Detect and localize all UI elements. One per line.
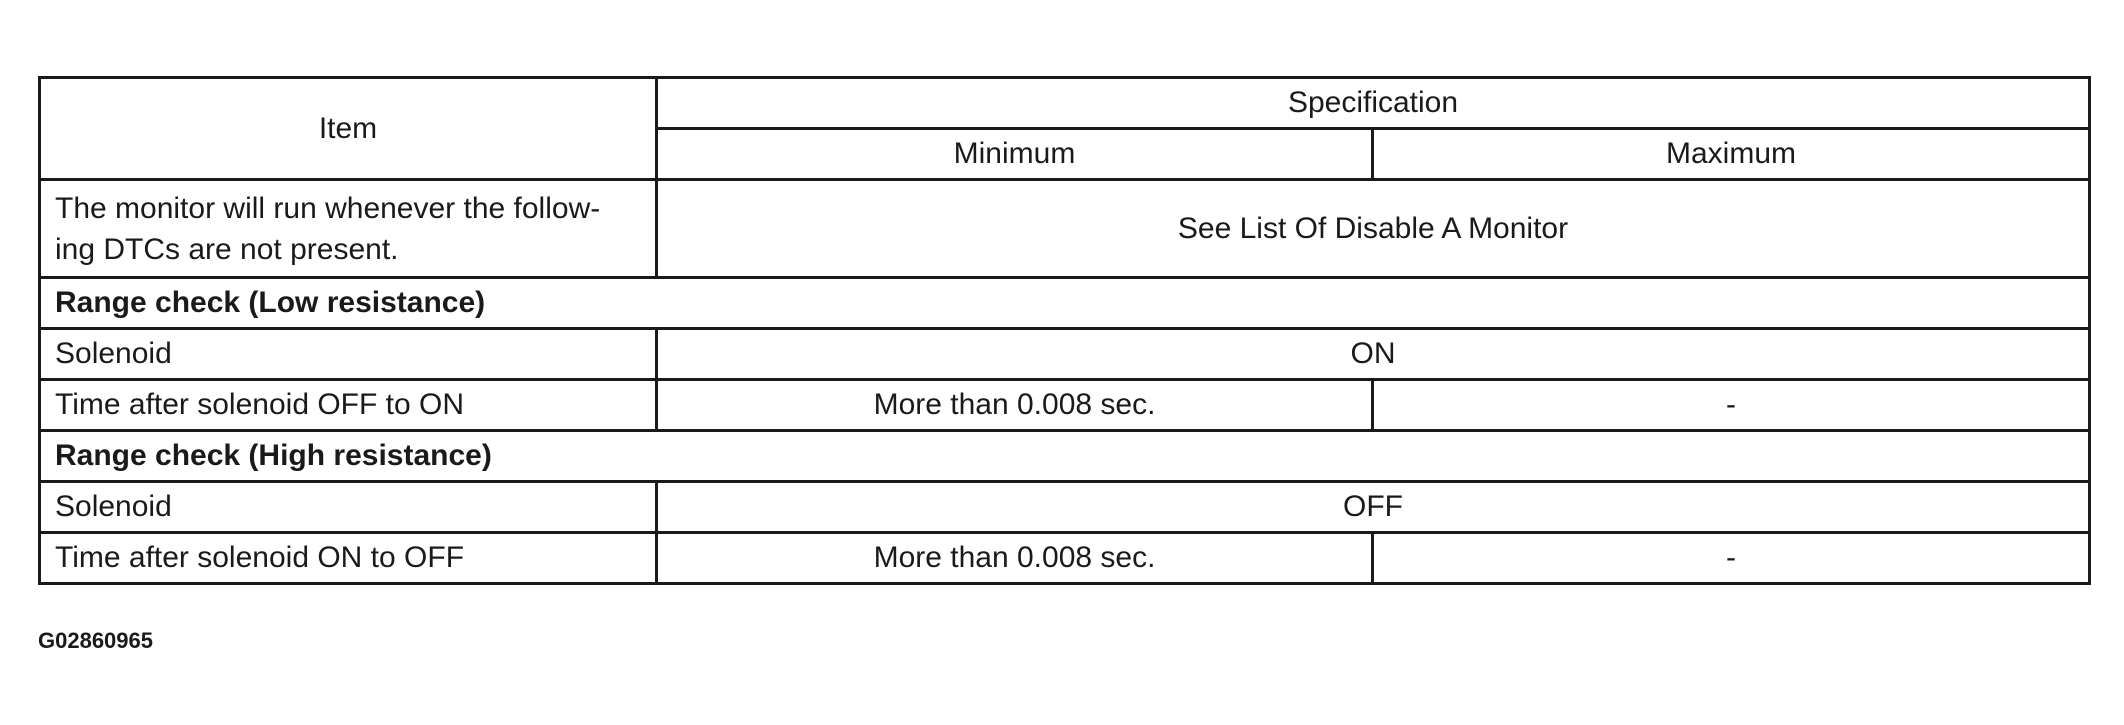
header-minimum: Minimum <box>657 129 1373 180</box>
intro-item-line1: The monitor will run whenever the follow- <box>55 191 601 225</box>
low-time-maximum: - <box>1373 380 2090 431</box>
section-low-resistance: Range check (Low resistance) <box>40 278 2090 329</box>
header-specification: Specification <box>657 78 2090 129</box>
table-row-intro <box>40 180 2090 278</box>
high-time-minimum: More than 0.008 sec. <box>657 533 1373 584</box>
high-time-item: Time after solenoid ON to OFF <box>40 533 657 584</box>
high-time-maximum: - <box>1373 533 2090 584</box>
low-solenoid-value: ON <box>657 329 2090 380</box>
table-row-low-time <box>40 380 2090 431</box>
table-row-high-solenoid <box>40 482 2090 533</box>
section-row-high <box>40 431 2090 482</box>
header-maximum: Maximum <box>1373 129 2090 180</box>
low-solenoid-item: Solenoid <box>40 329 657 380</box>
table-row-high-time <box>40 533 2090 584</box>
figure-id: G02860965 <box>38 628 153 653</box>
high-solenoid-value: OFF <box>657 482 2090 533</box>
low-time-minimum: More than 0.008 sec. <box>657 380 1373 431</box>
header-row-1 <box>40 78 2090 129</box>
header-item: Item <box>40 78 657 180</box>
low-time-item: Time after solenoid OFF to ON <box>40 380 657 431</box>
section-row-low <box>40 278 2090 329</box>
section-high-resistance: Range check (High resistance) <box>40 431 2090 482</box>
table-row-low-solenoid <box>40 329 2090 380</box>
intro-item-line2: ing DTCs are not present. <box>55 232 399 266</box>
intro-item-cell <box>40 180 657 278</box>
specification-table <box>38 76 2091 585</box>
intro-value-cell: See List Of Disable A Monitor <box>657 180 2090 278</box>
high-solenoid-item: Solenoid <box>40 482 657 533</box>
